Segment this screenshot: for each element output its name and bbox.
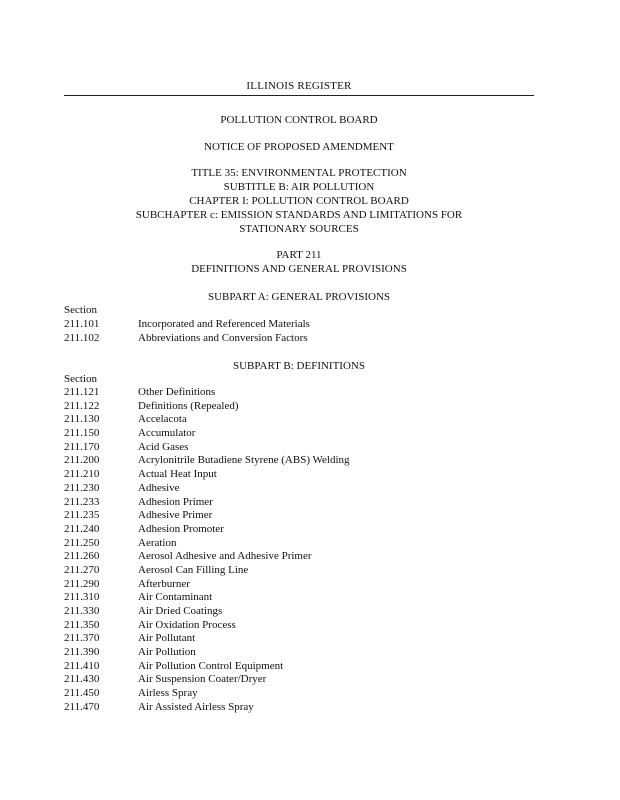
subpart-a-list [64,318,310,345]
section-number: 211.122 [64,399,100,412]
section-number: 211.470 [64,700,100,713]
section-number: 211.450 [64,687,100,700]
section-number: 211.150 [64,427,100,440]
section-title: Aeration [138,536,177,549]
subchapter-line-2: STATIONARY SOURCES [239,223,359,235]
section-number: 211.233 [64,495,100,508]
toc-row [64,619,350,633]
title-block [64,166,534,236]
section-title: Air Pollutant [138,632,196,645]
section-title: Air Oxidation Process [138,618,236,631]
section-title: Aerosol Adhesive and Adhesive Primer [138,550,312,563]
toc-row [64,550,350,564]
part-name: DEFINITIONS AND GENERAL PROVISIONS [191,263,407,275]
section-number: 211.310 [64,591,100,604]
section-title: Acrylonitrile Butadiene Styrene (ABS) Welding [138,454,350,467]
toc-row [64,318,310,332]
section-number: 211.330 [64,605,100,617]
toc-row [64,591,350,605]
section-number: 211.270 [64,563,100,576]
section-number: 211.170 [64,440,100,453]
section-number: 211.290 [64,577,100,590]
section-number: 211.410 [64,659,100,672]
toc-row [64,386,350,400]
section-number: 211.210 [64,468,100,481]
toc-row [64,673,350,687]
subtitle-line: SUBTITLE B: AIR POLLUTION [223,181,375,193]
section-number: 211.430 [64,673,100,686]
toc-row [64,646,350,660]
section-title: Air Pollution Control Equipment [138,659,284,672]
section-title: Adhesion Promoter [138,522,224,535]
section-number: 211.121 [64,386,100,398]
section-title: Air Dried Coatings [138,605,223,617]
section-title: Air Suspension Coater/Dryer [138,673,267,686]
toc-row [64,441,350,455]
toc-row [64,578,350,592]
section-number: 211.240 [64,522,100,535]
toc-row [64,413,350,427]
subpart-a-heading: SUBPART A: GENERAL PROVISIONS [208,291,390,303]
toc-row [64,537,350,551]
section-number: 211.230 [64,481,100,494]
section-title: Aerosol Can Filling Line [138,563,249,576]
subchapter-line: SUBCHAPTER c: EMISSION STANDARDS AND LIMITATIONS FOR [135,209,463,221]
section-title: Adhesive [138,481,180,494]
section-label-a: Section [64,304,97,316]
toc-row [64,454,350,468]
toc-row [64,605,350,619]
section-title: Air Contaminant [138,591,213,604]
toc-row [64,701,350,715]
section-title: Adhesion Primer [138,495,213,508]
section-title: Accelacota [138,413,187,426]
section-number: 211.200 [64,454,100,467]
section-title: Air Assisted Airless Spray [138,700,254,713]
section-title: Actual Heat Input [138,468,217,481]
toc-row [64,660,350,674]
toc-row [64,509,350,523]
agency-name: POLLUTION CONTROL BOARD [220,114,378,126]
section-title: Abbreviations and Conversion Factors [138,331,308,344]
section-number: 211.260 [64,550,100,563]
section-number: 211.370 [64,632,100,645]
header-rule [64,95,534,96]
section-title: Other Definitions [138,386,216,398]
section-number: 211.250 [64,536,100,549]
section-number: 211.350 [64,618,100,631]
section-title: Definitions (Repealed) [138,399,239,412]
notice-title: NOTICE OF PROPOSED AMENDMENT [204,141,394,153]
section-title: Acid Gases [138,440,189,453]
toc-row [64,482,350,496]
subpart-b-heading: SUBPART B: DEFINITIONS [233,360,365,372]
section-title: Adhesive Primer [138,509,213,522]
section-number: 211.130 [64,413,100,426]
section-title: Air Pollution [138,646,196,659]
toc-row [64,564,350,578]
section-title: Airless Spray [138,687,198,700]
part-block [64,248,534,276]
section-title: Afterburner [138,577,190,590]
title-line: TITLE 35: ENVIRONMENTAL PROTECTION [191,167,407,179]
toc-row [64,427,350,441]
toc-row [64,468,350,482]
section-number: 211.101 [64,318,100,330]
toc-row [64,632,350,646]
toc-row [64,400,350,414]
section-number: 211.102 [64,331,100,344]
section-title: Accumulator [138,427,196,440]
section-number: 211.235 [64,509,100,522]
subpart-b-list [64,386,350,715]
toc-row [64,523,350,537]
part-number: PART 211 [276,249,322,261]
section-title: Incorporated and Referenced Materials [138,318,310,330]
section-label-b: Section [64,373,97,385]
register-header: ILLINOIS REGISTER [246,80,352,92]
toc-row [64,687,350,701]
toc-row [64,332,310,346]
chapter-line: CHAPTER I: POLLUTION CONTROL BOARD [189,195,409,207]
toc-row [64,496,350,510]
section-number: 211.390 [64,646,100,659]
